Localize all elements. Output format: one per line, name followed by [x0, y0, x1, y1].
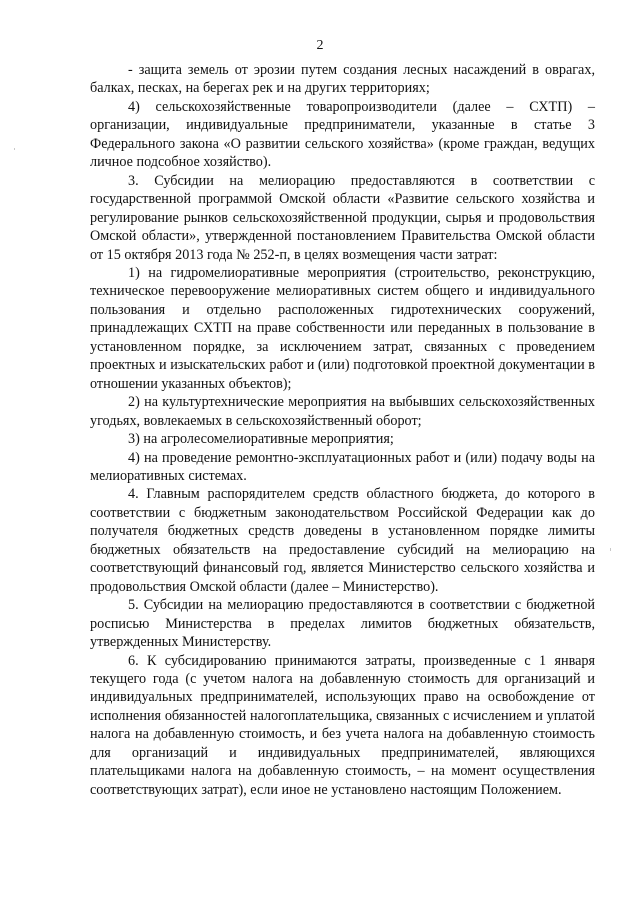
paragraph-culture-measures: 2) на культуртехнические мероприятия на выбывших сельскохозяйственных угодьях, вовлекаемых в сельскохозяйственный оборот;	[90, 394, 595, 429]
paragraph-agroforest-measures: 3) на агролесомелиоративные мероприятия;	[128, 431, 394, 448]
paragraph-hydro-measures: 1) на гидромелиоративные мероприятия (строительство, реконструкцию, техническое перевооружение мелиоративных систем общего и индивидуального пользования и отдельно расположенных гидротехнических сооружений, принадлежащих СХТП на праве собственности или переданных в пользование в установленном порядке, за исключением затрат, связанных с проведением проектных и изыскательских работ и (или) подготовкой проектной документации в отношении указанных объектов);	[90, 264, 595, 392]
paragraph-clause-3: 3. Субсидии на мелиорацию предоставляются в соответствии с государственной программой Омской области «Развитие сельского хозяйства и регулирование рынков сельскохозяйственной продукции, сырья и продовольствия Омской области», утвержденной постановлением Правительства Омской области от 15 октября 2013 года № 252-п, в целях возмещения части затрат:	[90, 172, 595, 263]
paragraph-clause-6: 6. К субсидированию принимаются затраты, произведенные с 1 января текущего года (с учетом налога на добавленную стоимость для организаций и индивидуальных предпринимателей, использующих право на освобождение от исполнения обязанностей налогоплательщика, связанных с исчислением и уплатой налога на добавленную стоимость, и без учета налога на добавленную стоимость для организаций и индивидуальных предпринимателей, являющихся плательщиками налога на добавленную стоимость, – на момент осуществления соответствующих затрат), если иное не установлено настоящим Положением.	[90, 652, 595, 798]
paragraph-definition-sxtp: 4) сельскохозяйственные товаропроизводители (далее – СХТП) – организации, индивидуальные предприниматели, указанные в статье 3 Федерального закона «О развитии сельского хозяйства» (кроме граждан, ведущих личное подсобное хозяйство).	[90, 98, 595, 171]
paragraph-clause-5: 5. Субсидии на мелиорацию предоставляются в соответствии с бюджетной росписью Министерства в пределах лимитов бюджетных обязательств, утвержденных Министерству.	[90, 597, 595, 651]
document-body	[90, 61, 595, 799]
paragraph-erosion-protection: - защита земель от эрозии путем создания лесных насаждений в оврагах, балках, песках, на берегах рек и на других территориях;	[90, 62, 595, 97]
paragraph-clause-4: 4. Главным распорядителем средств областного бюджета, до которого в соответствии с бюджетным законодательством Российской Федерации как до получателя бюджетных средств доведены в установленном порядке лимиты бюджетных обязательств на предоставление субсидий на мелиорацию на соответствующий финансовый год, является Министерство сельского хозяйства и продовольствия Омской области (далее – Министерство).	[90, 486, 595, 595]
page-number: 2	[316, 38, 324, 53]
scan-artifact-left	[14, 148, 15, 150]
paragraph-repair-works: 4) на проведение ремонтно-эксплуатационных работ и (или) подачу воды на мелиоративных системах.	[90, 449, 595, 484]
scan-artifact-right	[610, 548, 611, 551]
